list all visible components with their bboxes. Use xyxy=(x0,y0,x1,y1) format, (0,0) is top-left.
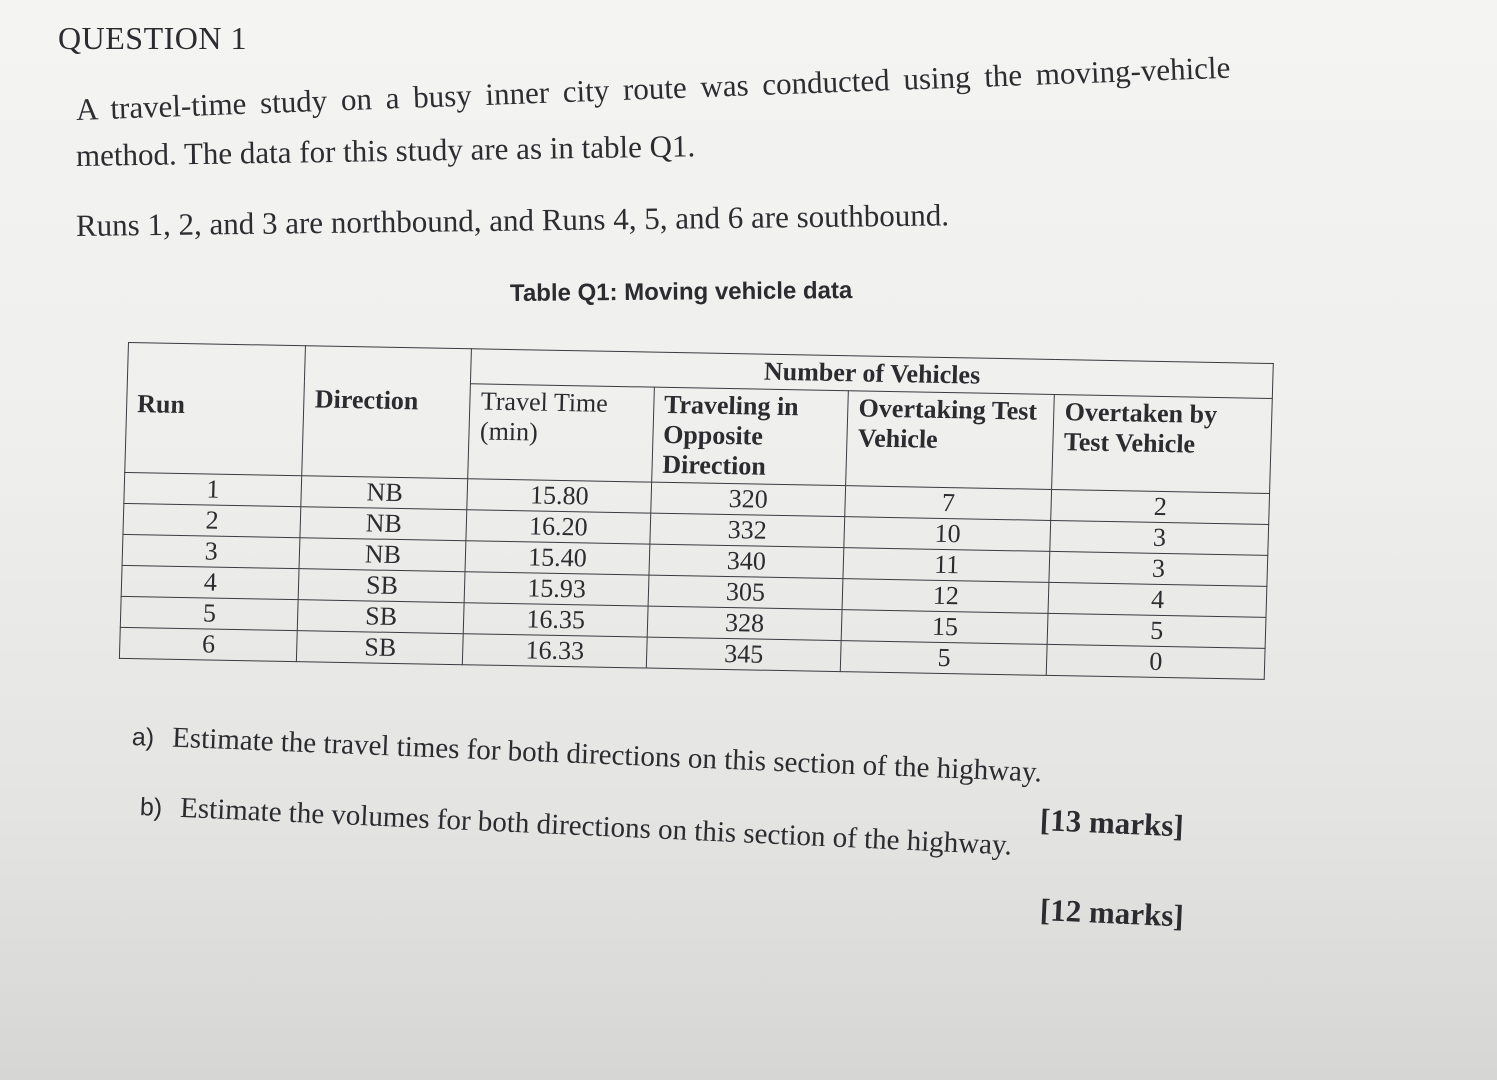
header-overtaking xyxy=(846,391,1055,490)
part-b-marks: [12 marks] xyxy=(1039,892,1185,934)
question-heading: QUESTION 1 xyxy=(58,20,247,56)
cell-overtaken: 4 xyxy=(1048,582,1266,617)
cell-opposite: 332 xyxy=(650,513,846,548)
header-travel-time xyxy=(468,384,654,482)
cell-direction: NB xyxy=(300,538,467,572)
cell-direction: NB xyxy=(301,476,468,510)
part-a-marks: [13 marks] xyxy=(1039,802,1185,844)
cell-overtaking: 15 xyxy=(841,610,1048,645)
header-travel-time-label: Travel Time (min) xyxy=(479,386,609,447)
cell-overtaken: 3 xyxy=(1050,520,1268,555)
intro-paragraph-line-2: method. The data for this study are as in table Q1. xyxy=(75,128,696,173)
part-b-text: Estimate the volumes for both directions on this section of the highway. xyxy=(179,791,1013,862)
cell-overtaking: 10 xyxy=(844,517,1051,552)
cell-travel-time: 16.20 xyxy=(466,510,650,544)
cell-run: 6 xyxy=(119,627,297,661)
cell-overtaking: 12 xyxy=(842,579,1049,614)
header-number-of-vehicles: Number of Vehicles xyxy=(471,349,1273,399)
header-opposite-label: Traveling in Opposite Direction xyxy=(661,389,800,481)
cell-travel-time: 16.33 xyxy=(463,634,647,668)
header-run xyxy=(125,343,306,476)
header-direction-label: Direction xyxy=(314,384,419,416)
cell-run: 1 xyxy=(124,472,302,506)
cell-run: 2 xyxy=(123,503,301,537)
header-overtaking-label: Overtaking Test Vehicle xyxy=(857,393,1038,454)
cell-travel-time: 16.35 xyxy=(464,603,648,637)
cell-opposite: 340 xyxy=(649,544,845,579)
cell-opposite: 328 xyxy=(647,606,843,641)
header-opposite xyxy=(651,387,848,486)
part-a-text: Estimate the travel times for both directions on this section of the highway. xyxy=(171,721,1043,789)
part-b xyxy=(139,790,1012,863)
cell-travel-time: 15.93 xyxy=(465,572,649,606)
table-caption: Table Q1: Moving vehicle data xyxy=(509,277,853,307)
cell-overtaken: 2 xyxy=(1051,489,1269,524)
cell-run: 3 xyxy=(122,534,300,568)
runs-note: Runs 1, 2, and 3 are northbound, and Runs 4, 5, and 6 are southbound. xyxy=(75,197,950,243)
cell-opposite: 305 xyxy=(648,575,844,610)
cell-overtaking: 7 xyxy=(845,486,1052,521)
header-overtaken-label: Overtaken by Test Vehicle xyxy=(1063,397,1218,459)
cell-opposite: 320 xyxy=(650,482,846,517)
cell-direction: SB xyxy=(297,631,464,665)
cell-opposite: 345 xyxy=(646,637,842,672)
cell-overtaking: 5 xyxy=(841,641,1048,676)
cell-run: 4 xyxy=(121,565,299,599)
cell-overtaking: 11 xyxy=(843,548,1050,583)
part-b-letter: b) xyxy=(139,793,163,822)
cell-overtaken: 0 xyxy=(1047,644,1265,679)
header-overtaken xyxy=(1052,394,1272,493)
cell-run: 5 xyxy=(120,596,298,630)
cell-overtaken: 5 xyxy=(1048,613,1266,648)
cell-direction: NB xyxy=(300,507,467,541)
cell-travel-time: 15.80 xyxy=(467,479,651,513)
cell-overtaken: 3 xyxy=(1049,551,1267,586)
part-a xyxy=(131,720,1042,790)
cell-direction: SB xyxy=(299,569,466,603)
cell-travel-time: 15.40 xyxy=(465,541,649,575)
moving-vehicle-table xyxy=(119,342,1274,680)
cell-direction: SB xyxy=(298,600,465,634)
part-a-letter: a) xyxy=(131,723,155,752)
header-run-label: Run xyxy=(136,389,186,420)
intro-paragraph-line-1: A travel-time study on a busy inner city route was conducted using the moving-vehicle xyxy=(75,49,1231,127)
header-direction xyxy=(302,346,472,479)
moving-vehicle-table-container xyxy=(119,342,1274,680)
